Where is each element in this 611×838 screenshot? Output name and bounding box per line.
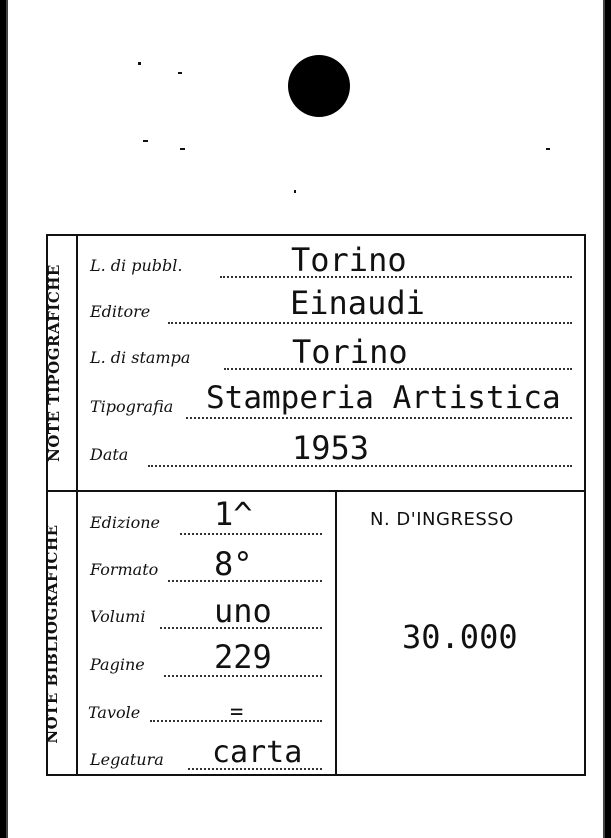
field-value: Einaudi [290, 284, 425, 322]
field-label: Legatura [90, 750, 164, 769]
field-value: carta [212, 735, 303, 770]
speck [294, 190, 296, 193]
ingresso-title: N. D'INGRESSO [370, 509, 514, 530]
field-label: Data [90, 445, 129, 464]
dotted-line [180, 533, 322, 535]
field-value: 8° [214, 545, 253, 583]
field-label: Tipografia [90, 397, 174, 416]
tipografiche-section-title: NOTE TIPOGRAFICHE [45, 264, 63, 462]
ingresso-number: 30.000 [402, 618, 518, 656]
side-divider [76, 236, 78, 774]
field-label: Tavole [88, 703, 141, 722]
field-label: L. di pubbl. [90, 256, 183, 275]
speck [138, 62, 141, 65]
field-value: Torino [291, 241, 407, 279]
field-label: Pagine [90, 655, 145, 674]
ingresso-divider [335, 492, 337, 774]
field-value: 229 [214, 638, 272, 676]
field-value: 1^ [214, 495, 253, 533]
bibliografiche-section-title: NOTE BIBLIOGRAFICHE [43, 524, 61, 744]
speck [178, 72, 182, 74]
speck [180, 148, 185, 150]
field-label: Edizione [90, 513, 160, 532]
field-value: 1953 [292, 429, 370, 467]
field-value: Stamperia Artistica [206, 380, 561, 416]
field-value: uno [214, 592, 272, 630]
section-divider [48, 490, 584, 492]
field-label: Volumi [90, 607, 146, 626]
punch-hole [288, 55, 350, 117]
speck [143, 140, 148, 142]
field-label: Formato [90, 560, 159, 579]
field-label: L. di stampa [90, 348, 191, 367]
catalog-card [6, 0, 605, 838]
field-label: Editore [90, 302, 151, 321]
field-value: Torino [292, 333, 408, 371]
speck [546, 148, 550, 150]
dotted-line [168, 322, 572, 324]
field-value: = [230, 700, 244, 725]
dotted-line [186, 417, 572, 419]
